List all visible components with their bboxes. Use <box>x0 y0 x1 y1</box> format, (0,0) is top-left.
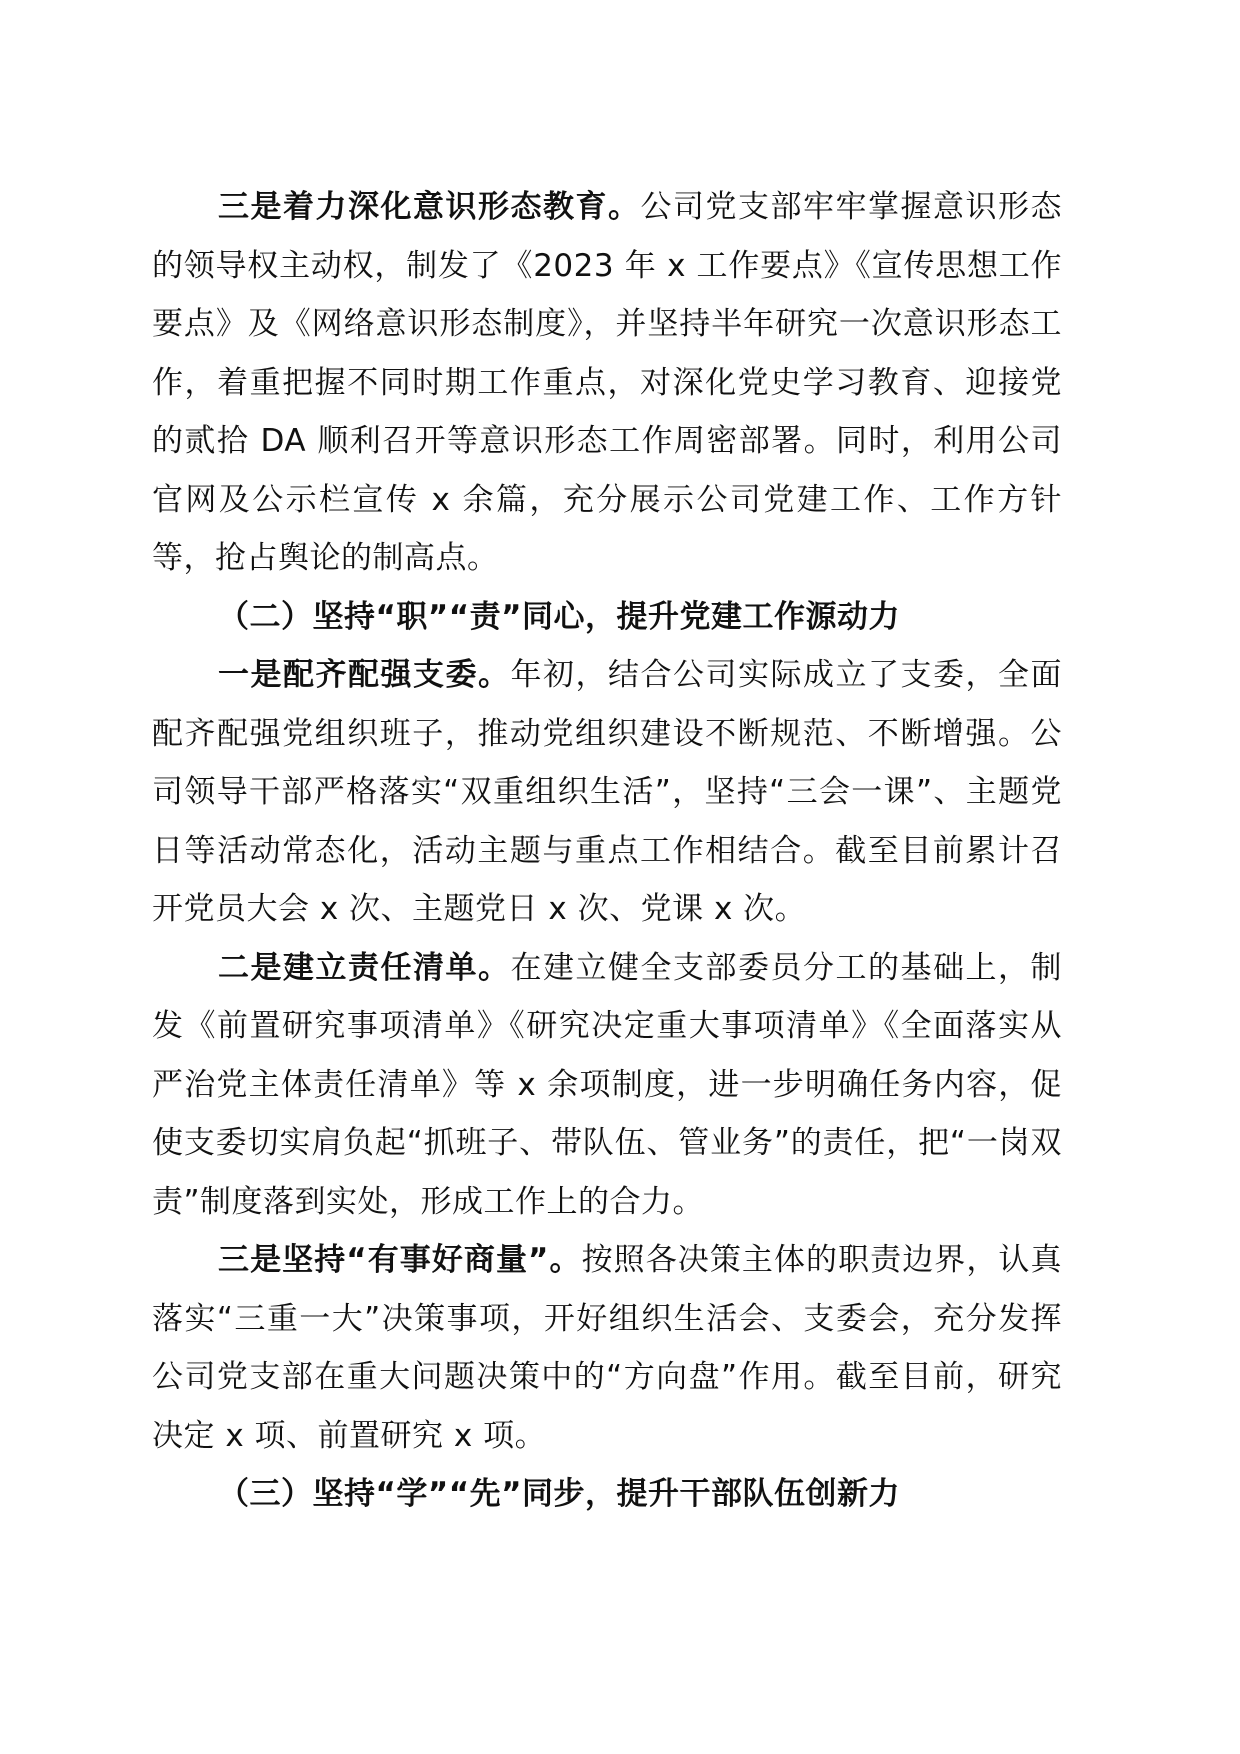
paragraph-branch-committee <box>152 646 1062 939</box>
section-heading-2: （二）坚持“职”“责”同心，提升党建工作源动力 <box>218 598 900 635</box>
paragraph-lead: 二是建立责任清单。 <box>218 949 511 986</box>
paragraph-consultation <box>152 1231 1062 1465</box>
document-body <box>152 178 1062 1524</box>
paragraph-text: 按照各决策主体的职责边界，认真落实“三重一大”决策事项，开好组织生活会、支委会，充分发挥公司党支部在重大问题决策中的“方向盘”作用。截至目前，研究决定 x 项、前置研究 x 项。 <box>152 1242 1063 1454</box>
paragraph-text: 公司党支部牢牢掌握意识形态的领导权主动权，制发了《2023 年 x 工作要点》《宣传思想工作要点》及《网络意识形态制度》，并坚持半年研究一次意识形态工作，着重把握不同时期工作重点，对深化党史学习教育、迎接党的贰拾 DA 顺利召开等意识形态工作周密部署。同时，利用公司官网及公示栏宣传 x 余篇，充分展示公司党建工作、工作方针等，抢占舆论的制高点。 <box>152 189 1062 576</box>
paragraph-lead: 三是着力深化意识形态教育。 <box>218 189 641 225</box>
paragraph-text: 年初，结合公司实际成立了支委，全面配齐配强党组织班子，推动党组织建设不断规范、不断增强。公司领导干部严格落实“双重组织生活”，坚持“三会一课”、主题党日等活动常态化，活动主题与重点工作相结合。截至目前累计召开党员大会 x 次、主题党日 x 次、党课 x 次。 <box>152 657 1062 927</box>
paragraph-lead: 三是坚持“有事好商量”。 <box>218 1242 582 1278</box>
paragraph-ideology-education <box>152 178 1062 588</box>
paragraph-responsibility-list <box>152 939 1062 1232</box>
paragraph-text: 在建立健全支部委员分工的基础上，制发《前置研究事项清单》《研究决定重大事项清单》《全面落实从严治党主体责任清单》等 x 余项制度，进一步明确任务内容，促使支委切实肩负起“抓班子、带队伍、管业务”的责任，把“一岗双责”制度落到实处，形成工作上的合力。 <box>152 949 1062 1220</box>
paragraph-lead: 一是配齐配强支委。 <box>218 657 511 693</box>
section-heading-3: （三）坚持“学”“先”同步，提升干部队伍创新力 <box>218 1476 900 1512</box>
